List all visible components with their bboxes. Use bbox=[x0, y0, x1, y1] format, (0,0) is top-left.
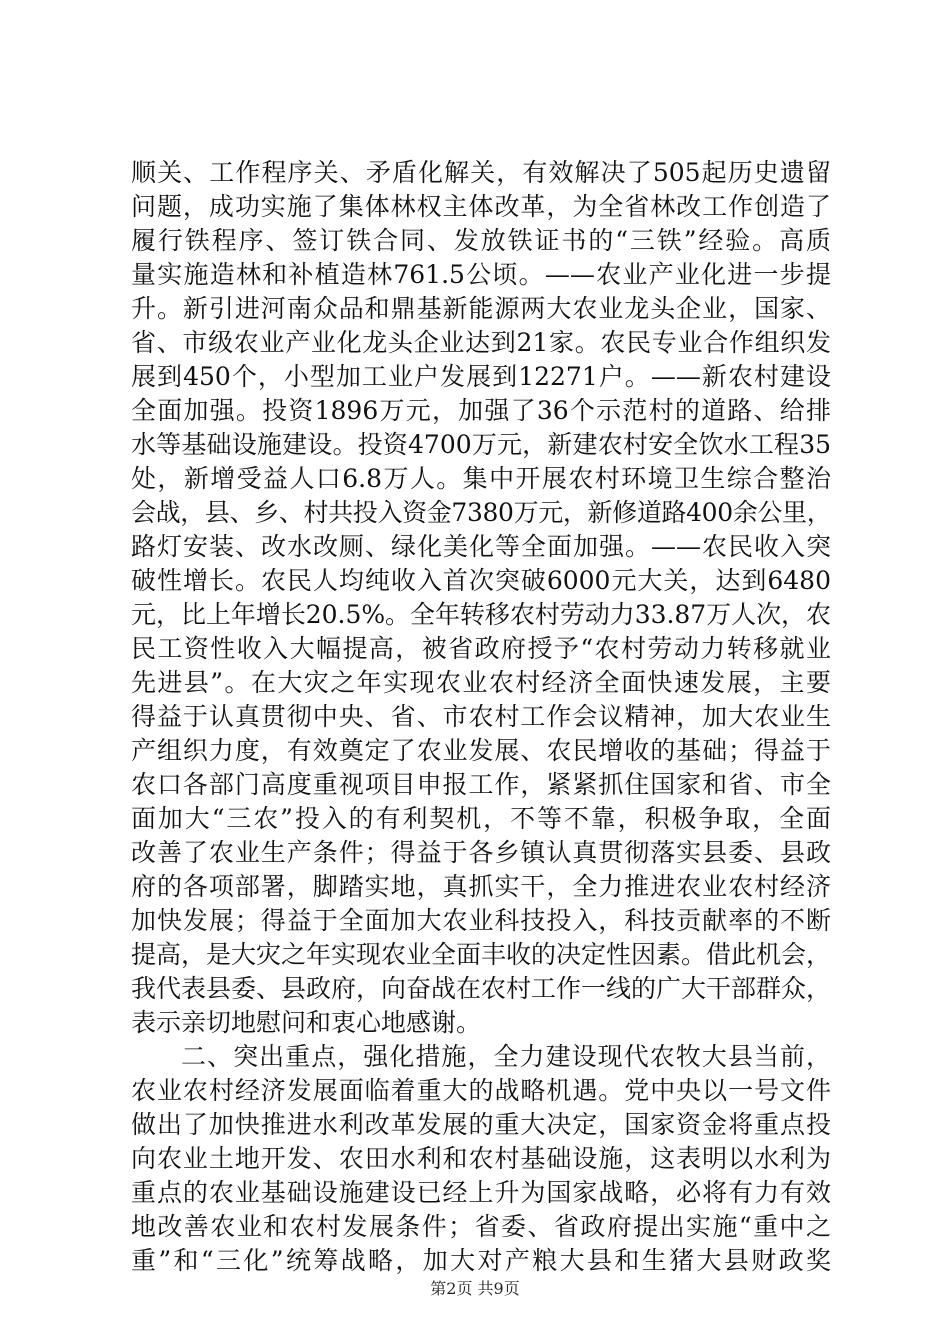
text-line: 府的各项部署，脚踏实地，真抓实干，全力推进农业农村经济 bbox=[131, 872, 831, 901]
text-line: 做出了加快推进水利改革发展的重大决定，国家资金将重点投 bbox=[131, 1110, 831, 1139]
text-line: 先进县”。在大灾之年实现农业农村经济全面快速发展，主要 bbox=[131, 668, 831, 697]
text-line: 加快发展；得益于全面加大农业科技投入，科技贡献率的不断 bbox=[131, 906, 831, 935]
text-line: 提高，是大灾之年实现农业全面丰收的决定性因素。借此机会， bbox=[131, 940, 832, 969]
text-line: 量实施造林和补植造林761.5公顷。——农业产业化进一步提 bbox=[131, 260, 831, 289]
text-line: 升。新引进河南众品和鼎基新能源两大农业龙头企业，国家、 bbox=[131, 294, 831, 323]
body-text bbox=[131, 156, 831, 1278]
text-line: 地改善农业和农村发展条件；省委、省政府提出实施“重中之 bbox=[131, 1212, 831, 1241]
text-line: 我代表县委、县政府，向奋战在农村工作一线的广大干部群众， bbox=[131, 974, 832, 1003]
text-line: 省、市级农业产业化龙头企业达到21家。农民专业合作组织发 bbox=[131, 328, 831, 357]
text-line: 表示亲切地慰问和衷心地感谢。 bbox=[131, 1008, 482, 1037]
text-line: 路灯安装、改水改厕、绿化美化等全面加强。——农民收入突 bbox=[131, 532, 831, 561]
text-line: 民工资性收入大幅提高，被省政府授予“农村劳动力转移就业 bbox=[131, 634, 831, 663]
text-line: 破性增长。农民人均纯收入首次突破6000元大关，达到6480 bbox=[131, 566, 831, 595]
text-line: 问题，成功实施了集体林权主体改革，为全省林改工作创造了 bbox=[131, 192, 831, 221]
page-number-footer: 第2页 共9页 bbox=[430, 1279, 520, 1298]
text-line: 会战，县、乡、村共投入资金7380万元，新修道路400余公里， bbox=[131, 498, 832, 527]
text-line: 重”和“三化”统筹战略，加大对产粮大县和生猪大县财政奖 bbox=[131, 1246, 831, 1275]
text-line: 水等基础设施建设。投资4700万元，新建农村安全饮水工程35 bbox=[131, 430, 831, 459]
text-line: 处，新增受益人口6.8万人。集中开展农村环境卫生综合整治 bbox=[131, 464, 831, 493]
text-line: 农口各部门高度重视项目申报工作，紧紧抓住国家和省、市全 bbox=[131, 770, 831, 799]
text-line: 重点的农业基础设施建设已经上升为国家战略，必将有力有效 bbox=[131, 1178, 831, 1207]
text-line: 面加大“三农”投入的有利契机，不等不靠，积极争取，全面 bbox=[131, 804, 831, 833]
text-line: 元，比上年增长20.5%。全年转移农村劳动力33.87万人次，农 bbox=[131, 600, 831, 629]
text-line: 顺关、工作程序关、矛盾化解关，有效解决了505起历史遗留 bbox=[131, 158, 831, 187]
text-line: 农业农村经济发展面临着重大的战略机遇。党中央以一号文件 bbox=[131, 1076, 831, 1105]
text-line: 展到450个，小型加工业户发展到12271户。——新农村建设 bbox=[131, 362, 831, 391]
text-line: 全面加强。投资1896万元，加强了36个示范村的道路、给排 bbox=[131, 396, 831, 425]
section-heading-line: 二、突出重点，强化措施，全力建设现代农牧大县当前， bbox=[181, 1042, 831, 1071]
text-line: 产组织力度，有效奠定了农业发展、农民增收的基础；得益于 bbox=[131, 736, 831, 765]
text-line: 得益于认真贯彻中央、省、市农村工作会议精神，加大农业生 bbox=[131, 702, 831, 731]
text-line: 履行铁程序、签订铁合同、发放铁证书的“三铁”经验。高质 bbox=[131, 226, 831, 255]
text-line: 向农业土地开发、农田水利和农村基础设施，这表明以水利为 bbox=[131, 1144, 831, 1173]
text-line: 改善了农业生产条件；得益于各乡镇认真贯彻落实县委、县政 bbox=[131, 838, 831, 867]
